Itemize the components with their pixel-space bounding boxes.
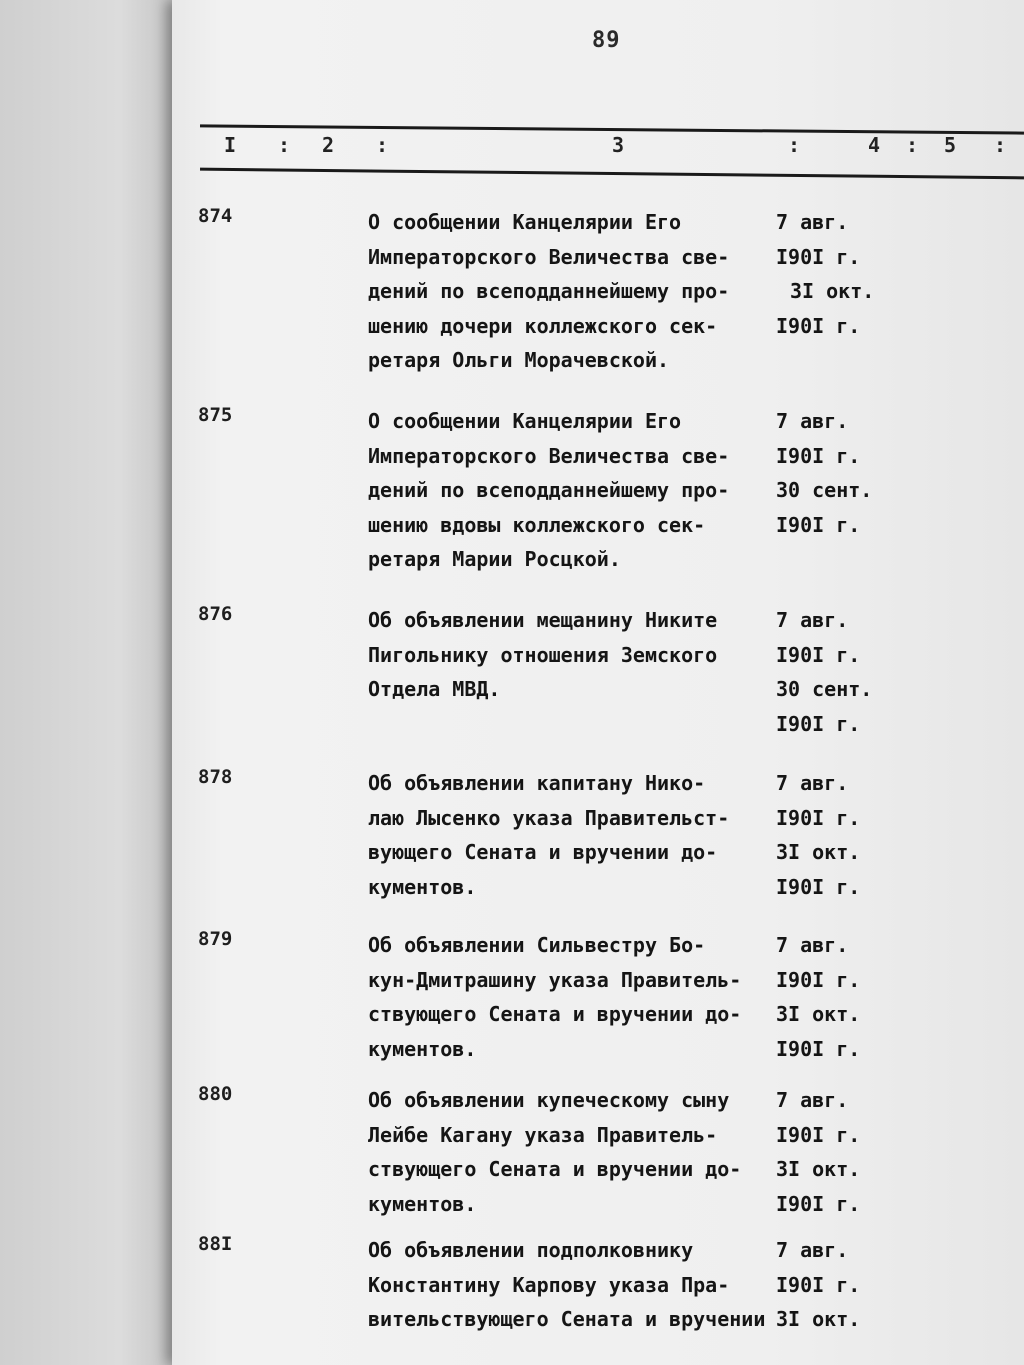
description-line: Об объявлении подполковнику [368, 1238, 694, 1262]
date-line: I90I г. [776, 244, 861, 269]
description-line: шению вдовы коллежского сек- [368, 512, 706, 537]
date-line: I90I г. [776, 1191, 861, 1216]
column-header: 2 [322, 133, 335, 157]
description-line: лаю Лысенко указа Правительст- [368, 805, 730, 830]
description-line: О сообщении Канцелярии Его [368, 210, 682, 234]
page-number: 89 [592, 28, 621, 53]
description-line: ствующего Сената и вручении до- [368, 1002, 742, 1026]
record-description [368, 766, 788, 904]
description-line: дений по всеподданнейшему про- [368, 279, 730, 303]
date-line: I90I г. [776, 711, 861, 736]
description-line: вительствующего Сената и вручении [368, 1307, 766, 1331]
record-number: 876 [198, 603, 233, 625]
record-description [368, 1233, 788, 1337]
date-line: 3I окт. [776, 1157, 861, 1181]
date-line: 30 сент. [776, 478, 873, 502]
column-separator: : [278, 133, 291, 157]
description-line: вующего Сената и вручении до- [368, 840, 718, 864]
description-line: кументов. [368, 1191, 477, 1216]
description-line: Константину Карпову указа Пра- [368, 1272, 730, 1297]
record-description [368, 205, 788, 378]
description-line: Императорского Величества све- [368, 244, 730, 269]
date-line: 7 авг. [776, 1088, 849, 1112]
record-dates [776, 404, 926, 542]
description-line: ретаря Ольги Морачевской. [368, 348, 670, 372]
description-line: О сообщении Канцелярии Его [368, 409, 682, 433]
date-line: 3I окт. [776, 1002, 861, 1026]
date-line: I90I г. [776, 967, 861, 992]
description-line: шению дочери коллежского сек- [368, 313, 718, 338]
description-line: кун-Дмитрашину указа Правитель- [368, 967, 742, 992]
description-line: Об объявлении купеческому сыну [368, 1088, 730, 1112]
column-header: I [224, 133, 237, 157]
date-line: 7 авг. [776, 409, 849, 433]
date-line: I90I г. [776, 1272, 861, 1297]
description-line: кументов. [368, 1036, 477, 1061]
record-dates [776, 603, 926, 741]
description-line: Отдела МВД. [368, 677, 501, 701]
date-line: 7 авг. [776, 1238, 849, 1262]
date-line: 3I окт. [776, 1307, 861, 1331]
date-line: I90I г. [776, 642, 861, 667]
date-line: I90I г. [776, 1036, 861, 1061]
description-line: Императорского Величества све- [368, 443, 730, 468]
date-line: 7 авг. [776, 608, 849, 632]
description-line: кументов. [368, 874, 477, 899]
record-number: 879 [198, 928, 233, 950]
date-line: I90I г. [776, 313, 861, 338]
record-dates [776, 928, 926, 1066]
date-line: I90I г. [776, 805, 861, 830]
record-description [368, 603, 788, 707]
date-line: 7 авг. [776, 933, 849, 957]
record-dates [776, 1233, 926, 1337]
description-line: ствующего Сената и вручении до- [368, 1157, 742, 1181]
header-rule-bottom [200, 168, 1024, 180]
column-header: 5 [944, 133, 957, 157]
record-number: 874 [198, 205, 233, 227]
description-line: ретаря Марии Росцкой. [368, 547, 621, 571]
record-number: 88I [198, 1233, 233, 1255]
record-number: 875 [198, 404, 233, 426]
column-header: 3 [612, 133, 625, 157]
date-line: 30 сент. [776, 677, 873, 701]
record-description [368, 404, 788, 577]
column-separator: : [376, 133, 389, 157]
date-line: 7 авг. [776, 771, 849, 795]
column-separator: : [788, 133, 801, 157]
description-line: Об объявлении мещанину Никите [368, 608, 718, 632]
date-line: I90I г. [776, 874, 861, 899]
description-line: Об объявлении капитану Нико- [368, 771, 706, 795]
record-number: 878 [198, 766, 233, 788]
date-line: I90I г. [776, 1122, 861, 1147]
record-dates [776, 1083, 926, 1221]
description-line: Лейбе Кагану указа Правитель- [368, 1122, 718, 1147]
record-dates [776, 205, 926, 343]
date-line: 3I окт. [790, 279, 875, 303]
date-line: I90I г. [776, 443, 861, 468]
record-dates [776, 766, 926, 904]
description-line: дений по всеподданнейшему про- [368, 478, 730, 502]
record-description [368, 928, 788, 1066]
description-line: Об объявлении Сильвестру Бо- [368, 933, 706, 957]
date-line: I90I г. [776, 512, 861, 537]
document-page [172, 0, 1024, 1365]
date-line: 7 авг. [776, 210, 849, 234]
description-line: Пигольнику отношения Земского [368, 642, 718, 667]
previous-page-edge [0, 0, 200, 1365]
column-separator: : [994, 133, 1007, 157]
column-separator: : [906, 133, 919, 157]
date-line: 3I окт. [776, 840, 861, 864]
record-description [368, 1083, 788, 1221]
record-number: 880 [198, 1083, 233, 1105]
column-header: 4 [868, 133, 881, 157]
